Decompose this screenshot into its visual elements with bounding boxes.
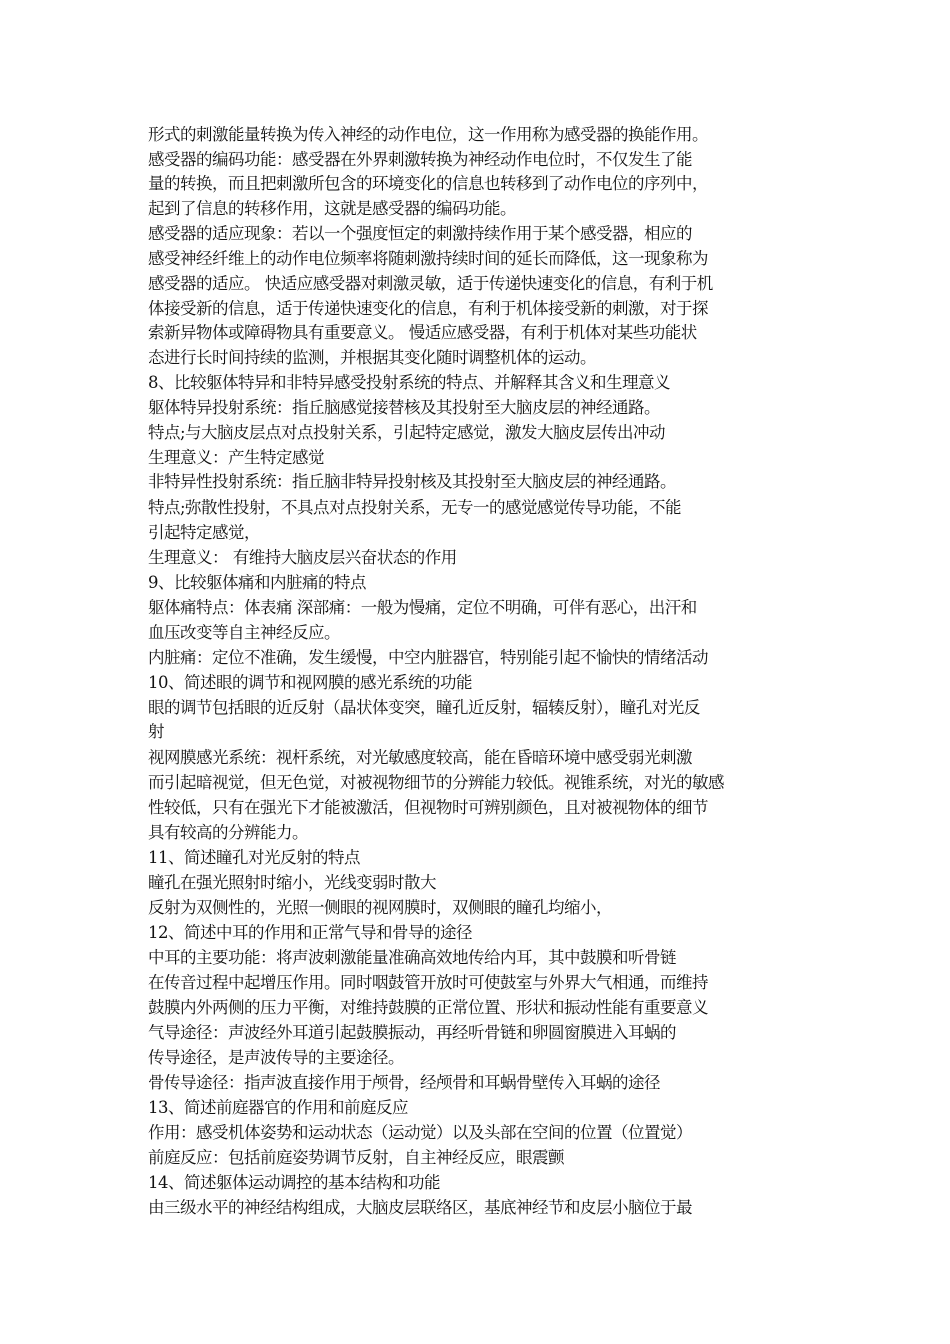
text-line: 射 [148, 722, 164, 741]
text-line: 而引起暗视觉，但无色觉，对被视物细节的分辨能力较低。视锥系统，对光的敏感 [148, 773, 724, 792]
text-line: 鼓膜内外两侧的压力平衡，对维持鼓膜的正常位置、形状和振动性能有重要意义 [148, 998, 708, 1017]
section-heading: 9、比较躯体痛和内脏痛的特点 [148, 573, 366, 592]
text-line: 作用：感受机体姿势和运动状态（运动觉）以及头部在空间的位置（位置觉） [148, 1123, 692, 1142]
text-line: 特点;与大脑皮层点对点投射关系，引起特定感觉，激发大脑皮层传出冲动 [148, 423, 666, 442]
text-line: 内脏痛：定位不准确，发生缓慢，中空内脏器官，特别能引起不愉快的情绪活动 [148, 648, 708, 667]
text-line: 非特异性投射系统：指丘脑非特异投射核及其投射至大脑皮层的神经通路。 [148, 472, 676, 491]
text-line: 瞳孔在强光照射时缩小，光线变弱时散大 [148, 873, 436, 892]
text-line: 感受器的适应现象：若以一个强度恒定的刺激持续作用于某个感受器，相应的 [148, 224, 692, 243]
text-line: 态进行长时间持续的监测，并根据其变化随时调整机体的运动。 [148, 348, 596, 367]
text-line: 性较低，只有在强光下才能被激活，但视物时可辨别颜色，且对被视物体的细节 [148, 798, 708, 817]
text-line: 感受器的适应。 快适应感受器对刺激灵敏，适于传递快速变化的信息，有利于机 [148, 274, 713, 293]
text-line: 由三级水平的神经结构组成，大脑皮层联络区，基底神经节和皮层小脑位于最 [148, 1198, 692, 1217]
text-line: 体接受新的信息，适于传递快速变化的信息，有利于机体接受新的刺激，对于探 [148, 299, 708, 318]
text-line: 感受神经纤维上的动作电位频率将随刺激持续时间的延长而降低，这一现象称为 [148, 249, 708, 268]
text-line: 生理意义： 有维持大脑皮层兴奋状态的作用 [148, 548, 457, 567]
text-line: 眼的调节包括眼的近反射（晶状体变突，瞳孔近反射，辐辏反射），瞳孔对光反 [148, 698, 700, 717]
text-line: 在传音过程中起增压作用。同时咽鼓管开放时可使鼓室与外界大气相通，而维持 [148, 973, 708, 992]
text-line: 反射为双侧性的，光照一侧眼的视网膜时，双侧眼的瞳孔均缩小， [148, 898, 612, 917]
section-heading: 12、简述中耳的作用和正常气导和骨导的途径 [148, 923, 472, 942]
text-line: 生理意义：产生特定感觉 [148, 448, 324, 467]
text-line: 骨传导途径：指声波直接作用于颅骨，经颅骨和耳蜗骨壁传入耳蜗的途径 [148, 1073, 660, 1092]
text-line: 血压改变等自主神经反应。 [148, 623, 340, 642]
text-line: 起到了信息的转移作用，这就是感受器的编码功能。 [148, 199, 516, 218]
section-heading: 13、简述前庭器官的作用和前庭反应 [148, 1098, 408, 1117]
text-line: 量的转换，而且把刺激所包含的环境变化的信息也转移到了动作电位的序列中， [148, 174, 708, 193]
text-line: 气导途径：声波经外耳道引起鼓膜振动，再经听骨链和卵圆窗膜进入耳蜗的 [148, 1023, 676, 1042]
text-line: 躯体痛特点：体表痛 深部痛：一般为慢痛，定位不明确，可伴有恶心，出汗和 [148, 598, 697, 617]
section-heading: 10、简述眼的调节和视网膜的感光系统的功能 [148, 673, 472, 692]
text-line: 形式的刺激能量转换为传入神经的动作电位，这一作用称为感受器的换能作用。 [148, 125, 708, 144]
text-line: 中耳的主要功能：将声波刺激能量准确高效地传给内耳，其中鼓膜和听骨链 [148, 948, 676, 967]
text-line: 躯体特异投射系统：指丘脑感觉接替核及其投射至大脑皮层的神经通路。 [148, 398, 660, 417]
text-line: 前庭反应：包括前庭姿势调节反射，自主神经反应，眼震颤 [148, 1148, 564, 1167]
text-line: 特点;弥散性投射，不具点对点投射关系，无专一的感觉感觉传导功能，不能 [148, 498, 682, 517]
text-line: 传导途径，是声波传导的主要途径。 [148, 1048, 404, 1067]
section-heading: 14、简述躯体运动调控的基本结构和功能 [148, 1173, 440, 1192]
section-heading: 11、简述瞳孔对光反射的特点 [148, 848, 360, 867]
text-line: 感受器的编码功能：感受器在外界刺激转换为神经动作电位时，不仅发生了能 [148, 150, 692, 169]
text-line: 具有较高的分辨能力。 [148, 823, 308, 842]
text-line: 视网膜感光系统：视杆系统，对光敏感度较高，能在昏暗环境中感受弱光刺激 [148, 748, 692, 767]
text-line: 引起特定感觉， [148, 523, 260, 542]
text-line: 索新异物体或障碍物具有重要意义。 慢适应感受器，有利于机体对某些功能状 [148, 323, 697, 342]
section-heading: 8、比较躯体特异和非特异感受投射系统的特点、并解释其含义和生理意义 [148, 373, 670, 392]
